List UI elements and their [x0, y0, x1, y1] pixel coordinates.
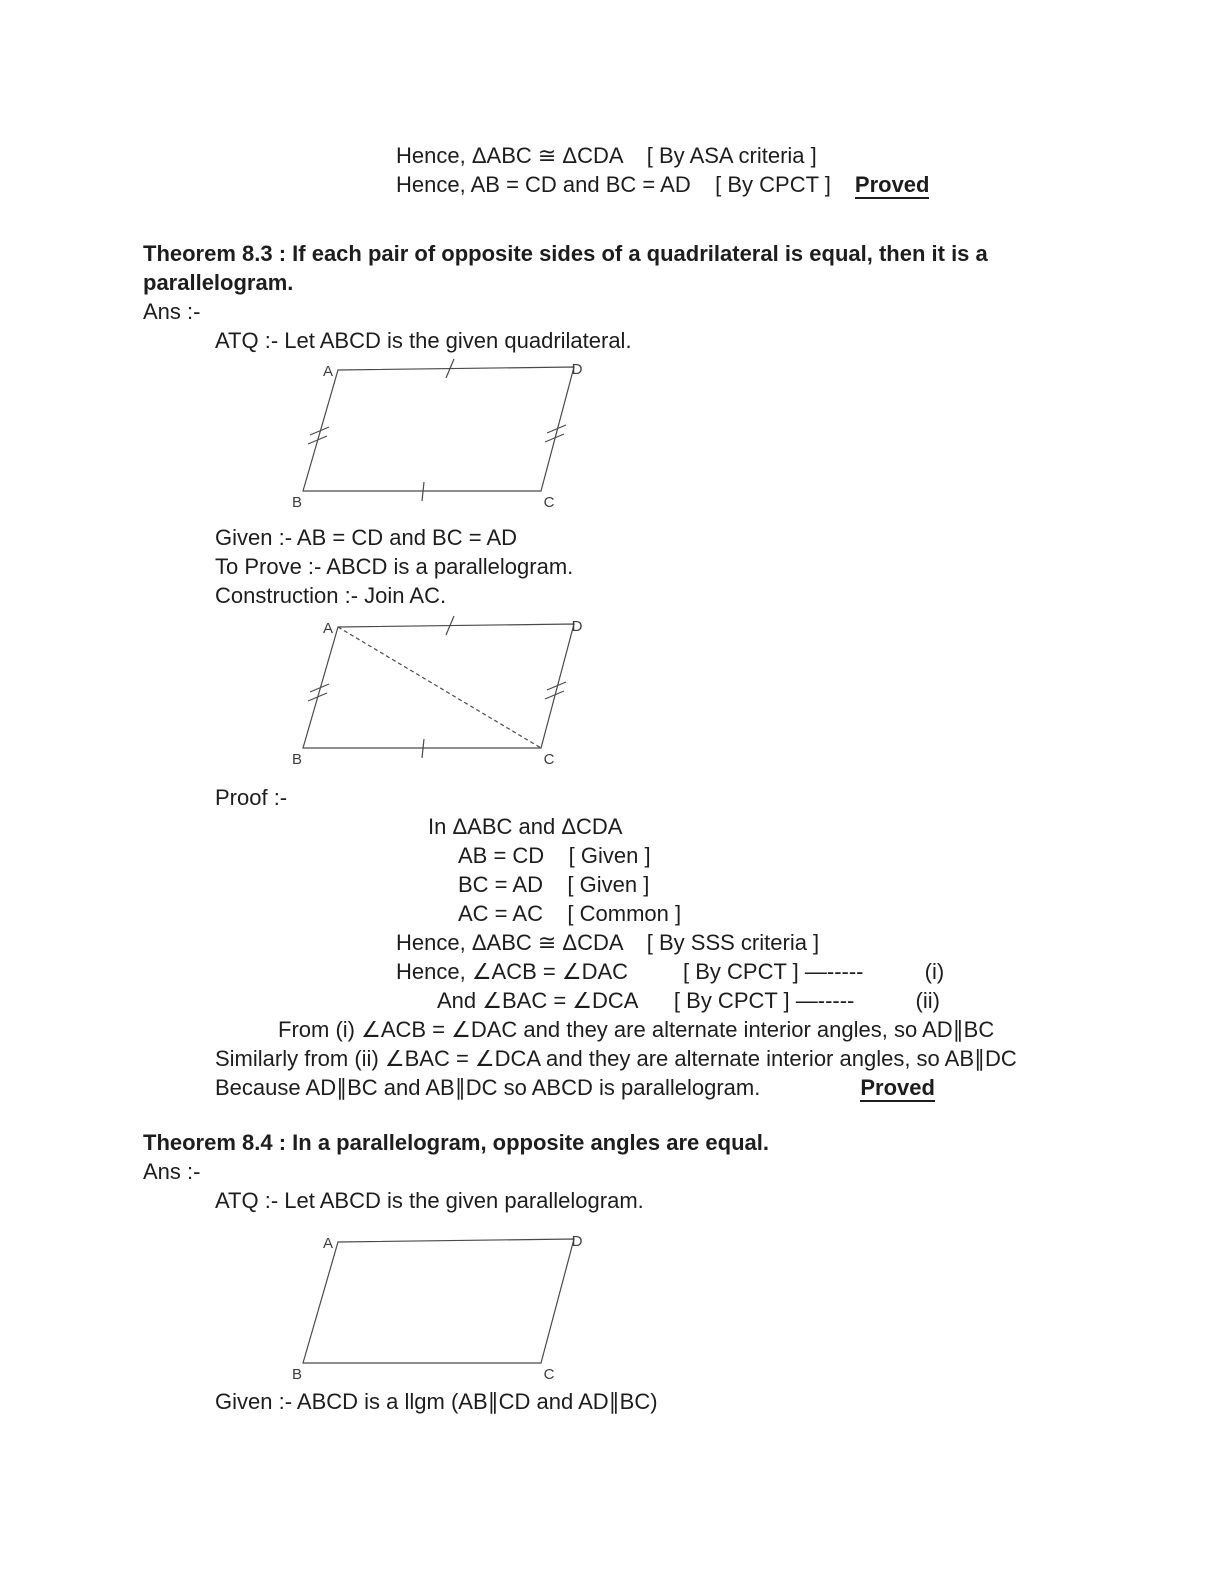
vertex-label-A: A — [322, 1235, 334, 1252]
proof-line: And ∠BAC = ∠DCA [ By CPCT ] —----- (ii) — [437, 988, 940, 1013]
proof-line: BC = AD [ Given ] — [458, 872, 650, 897]
proved-label-1: Proved — [854, 172, 930, 197]
theorem-8-3-construction: Construction :- Join AC. — [215, 583, 447, 608]
prev-proof-line-2 — [396, 170, 1224, 199]
proof-line: AC = AC [ Common ] — [458, 901, 682, 926]
prev-proof-line-2-text: Hence, AB = CD and BC = AD [ By CPCT ] — [396, 172, 831, 197]
vertex-label-B: B — [291, 494, 303, 511]
proof-line: AB = CD [ Given ] — [458, 843, 651, 868]
diagram-quadrilateral-with-diagonal-ac — [288, 612, 598, 770]
vertex-label-C: C — [543, 1366, 555, 1383]
theorem-8-3-proof-label: Proof :- — [215, 785, 288, 810]
vertex-label-B: B — [291, 751, 303, 768]
diagram-parallelogram-abcd — [288, 1227, 598, 1385]
quadrilateral-outline — [303, 367, 574, 491]
proof-conclusion-text: Because AD∥BC and AB∥DC so ABCD is parallelogram. — [215, 1075, 761, 1100]
prev-proof-line-1: Hence, ΔABC ≅ ΔCDA [ By ASA criteria ] — [396, 143, 817, 168]
proof-line: From (i) ∠ACB = ∠DAC and they are alternate interior angles, so AD∥BC — [278, 1017, 995, 1042]
theorem-8-3-atq: ATQ :- Let ABCD is the given quadrilateral. — [215, 328, 632, 353]
theorem-8-4-atq: ATQ :- Let ABCD is the given parallelogram. — [215, 1188, 644, 1213]
diagram-quadrilateral-equal-sides-svg — [288, 355, 598, 513]
diagram-quadrilateral-equal-sides — [288, 355, 598, 513]
theorem-8-3-to-prove: To Prove :- ABCD is a parallelogram. — [215, 554, 574, 579]
proof-line: Hence, ∠ACB = ∠DAC [ By CPCT ] —----- (i) — [396, 959, 945, 984]
vertex-label-D: D — [571, 618, 583, 635]
theorem-8-4-ans-label: Ans :- — [143, 1159, 201, 1184]
quadrilateral-outline — [303, 1239, 574, 1363]
theorem-8-3-heading-line-2: parallelogram. — [143, 270, 294, 295]
proof-line: In ΔABC and ΔCDA — [428, 814, 623, 839]
theorem-8-3-ans-label: Ans :- — [143, 299, 201, 324]
diagram-parallelogram-abcd-svg — [288, 1227, 598, 1385]
vertex-label-D: D — [571, 361, 583, 378]
theorem-8-3-heading-line-1: Theorem 8.3 : If each pair of opposite sides of a quadrilateral is equal, then it is a — [143, 241, 988, 266]
theorem-8-3-given: Given :- AB = CD and BC = AD — [215, 525, 518, 550]
vertex-label-D: D — [571, 1233, 583, 1250]
proved-label-2: Proved — [860, 1075, 935, 1100]
vertex-label-A: A — [322, 620, 334, 637]
quadrilateral-outline — [303, 624, 574, 748]
vertex-label-C: C — [543, 494, 555, 511]
proof-line: Similarly from (ii) ∠BAC = ∠DCA and they are alternate interior angles, so AB∥DC — [215, 1046, 1017, 1071]
diagram-quadrilateral-with-diagonal-ac-svg — [288, 612, 598, 770]
vertex-label-C: C — [543, 751, 555, 768]
theorem-8-4-heading: Theorem 8.4 : In a parallelogram, opposite angles are equal. — [143, 1130, 769, 1155]
vertex-label-B: B — [291, 1366, 303, 1383]
vertex-label-A: A — [322, 363, 334, 380]
proof-line: Hence, ΔABC ≅ ΔCDA [ By SSS criteria ] — [396, 930, 820, 955]
theorem-8-4-given: Given :- ABCD is a llgm (AB∥CD and AD∥BC) — [215, 1389, 658, 1414]
proof-conclusion-line — [215, 1073, 1224, 1102]
diagonal-ac-dashed — [338, 627, 541, 748]
